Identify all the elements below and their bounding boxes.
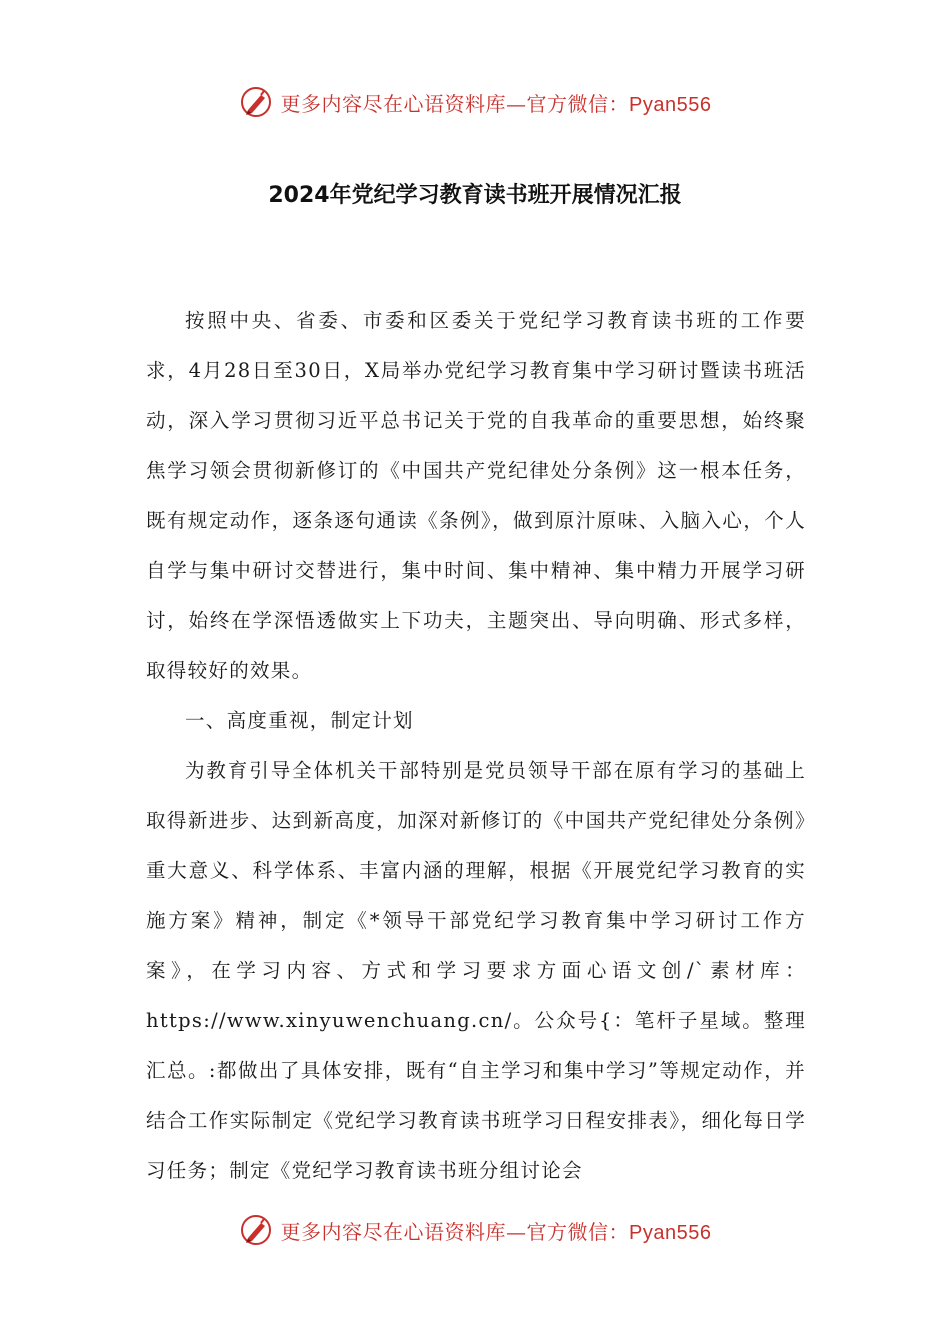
watermark-main-text: 更多内容尽在心语资料库 (280, 91, 507, 116)
watermark-text (281, 1216, 712, 1245)
watermark-wechat-id: Pyan556 (629, 1221, 712, 1244)
footer-watermark-banner (0, 1210, 950, 1250)
header-watermark-banner (0, 82, 950, 122)
watermark-main-text: 更多内容尽在心语资料库 (280, 1219, 507, 1244)
document-title: 2024年党纪学习教育读书班开展情况汇报 (268, 183, 682, 208)
watermark-separator: — (506, 1219, 527, 1244)
pen-nib-logo-icon (239, 1213, 273, 1247)
watermark-suffix-label: 官方微信： (526, 1219, 630, 1244)
watermark-text (281, 88, 712, 117)
watermark-wechat-id: Pyan556 (629, 93, 712, 116)
document-body (146, 296, 806, 1196)
body-paragraph-section-1: 为教育引导全体机关干部特别是党员领导干部在原有学习的基础上取得新进步、达到新高度，加深对新修订的《中国共产党纪律处分条例》重大意义、科学体系、丰富内涵的理解，根据《开展党纪学习教育的实施方案》精神，制定《*领导干部党纪学习教育集中学习研讨工作方案》，在学习内容、方式和学习要求方面心语文创/`素材库：https://www.xinyuwenchuang.cn/。公众号{：笔杆子星域。整理汇总。:都做出了具体安排，既有“自主学习和集中学习”等规定动作，并结合工作实际制定《党纪学习教育读书班学习日程安排表》，细化每日学习任务；制定《党纪学习教育读书班分组讨论会 (146, 759, 806, 1182)
section-heading-1: 一、高度重视，制定计划 (185, 709, 414, 732)
body-paragraph-intro: 按照中央、省委、市委和区委关于党纪学习教育读书班的工作要求，4月28日至30日，X局举办党纪学习教育集中学习研讨暨读书班活动，深入学习贯彻习近平总书记关于党的自我革命的重要思想，始终聚焦学习领会贯彻新修订的《中国共产党纪律处分条例》这一根本任务，既有规定动作，逐条逐句通读《条例》，做到原汁原味、入脑入心，个人自学与集中研讨交替进行，集中时间、集中精神、集中精力开展学习研讨，始终在学深悟透做实上下功夫，主题突出、导向明确、形式多样，取得较好的效果。 (146, 309, 806, 682)
watermark-suffix-label: 官方微信： (526, 91, 630, 116)
pen-nib-logo-icon (239, 85, 273, 119)
watermark-separator: — (506, 91, 527, 116)
